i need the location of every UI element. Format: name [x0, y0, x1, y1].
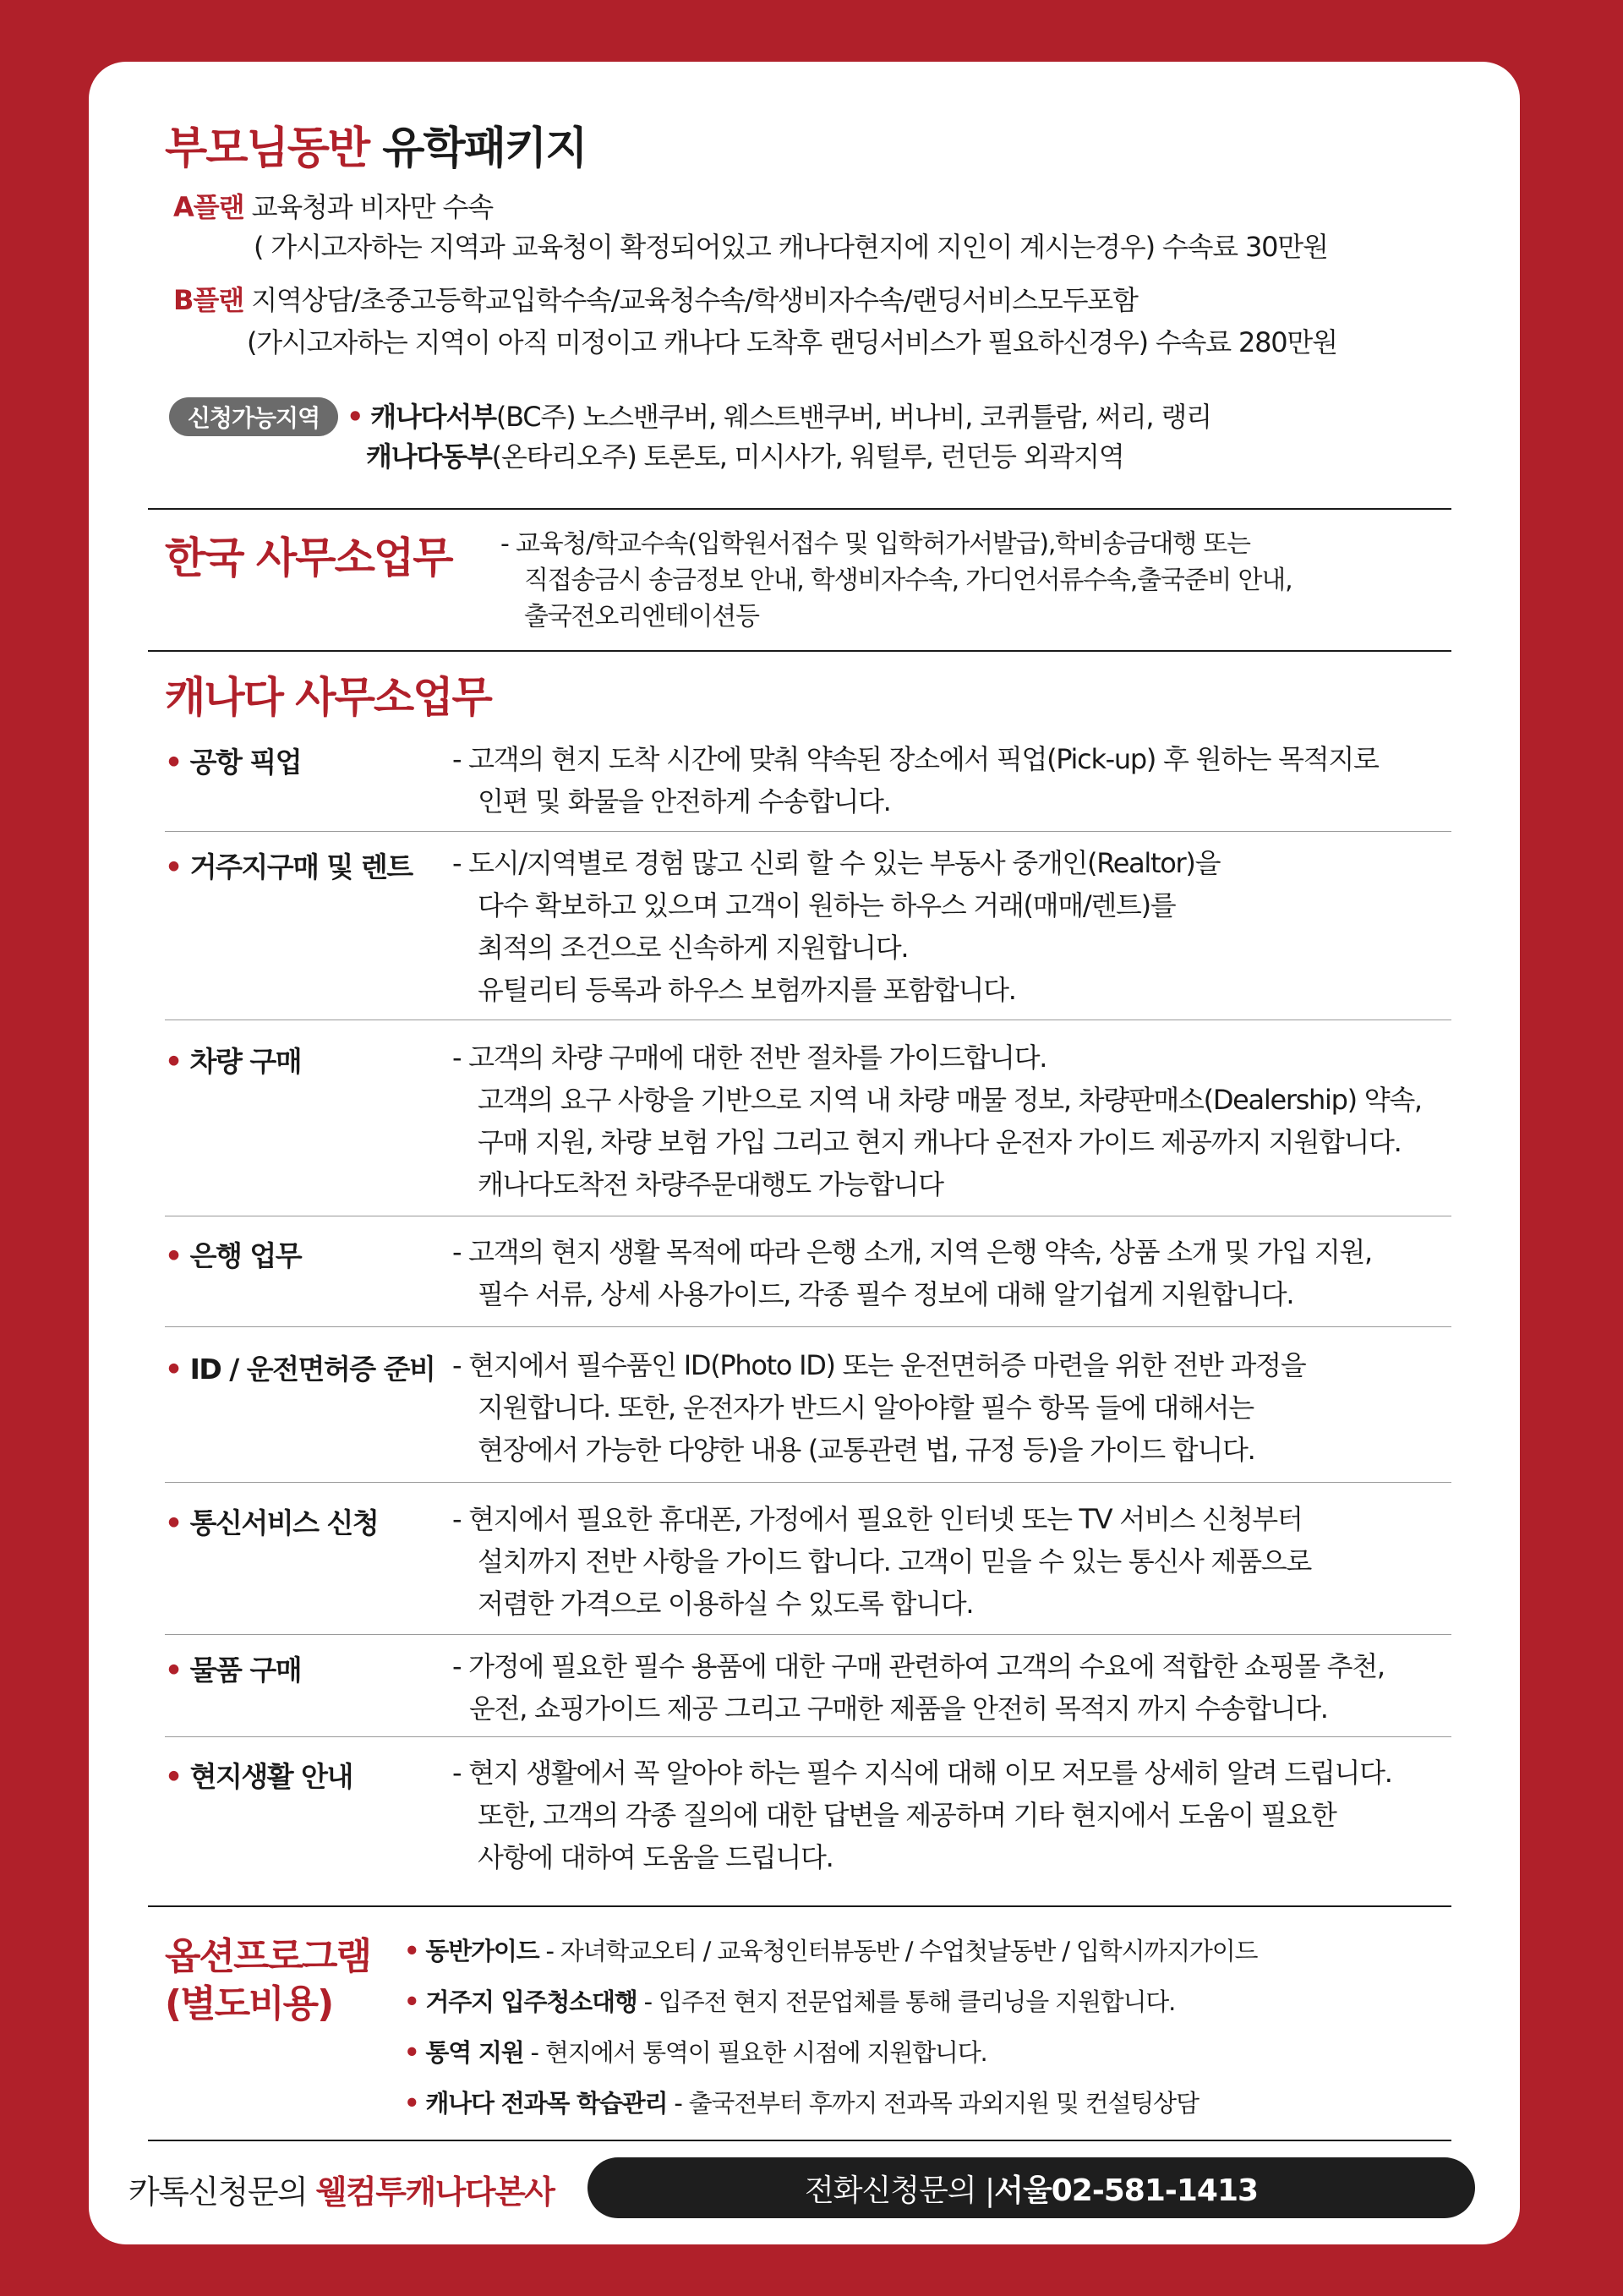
desc-line: 캐나다도착전 차량주문대행도 가능합니다 [478, 1168, 943, 1200]
kakao-brand: 웰컴투캐나다본사 [315, 2173, 555, 2211]
bullet-icon: • [404, 2089, 419, 2118]
option-desc: - 현지에서 통역이 필요한 시점에 지원합니다. [523, 2038, 987, 2067]
phone-number: 서울02-581-1413 [994, 2173, 1259, 2208]
row-divider [165, 1634, 1451, 1635]
option-name: 캐나다 전과목 학습관리 [425, 2089, 668, 2118]
service-title-vehicle [165, 1040, 301, 1080]
desc-line: 고객의 요구 사항을 기반으로 지역 내 차량 매물 정보, 차량판매소(Dealership) 약속, [478, 1084, 1422, 1116]
desc-line: - 가정에 필요한 필수 용품에 대한 구매 관련하여 고객의 수요에 적합한 쇼핑몰 추천, [452, 1650, 1385, 1682]
desc-line: 최적의 조건으로 신속하게 지원합니다. [478, 932, 909, 964]
service-title-text: 통신서비스 신청 [189, 1506, 379, 1539]
service-desc-shopping [452, 1645, 1385, 1730]
options-title-line-2: (별도비용) [165, 1982, 333, 2025]
bullet-icon: • [404, 1937, 419, 1965]
desc-line: - 현지 생활에서 꼭 알아야 하는 필수 지식에 대해 이모 저모를 상세히 알려 드립니다. [452, 1757, 1392, 1789]
plan-b-summary-text: 지역상담/초중고등학교입학수속/교육청수속/학생비자수속/랜딩서비스모두포함 [243, 284, 1138, 316]
desc-line: - 도시/지역별로 경험 많고 신뢰 할 수 있는 부동사 중개인(Realtor)을 [452, 847, 1221, 879]
plan-a-summary-text: 교육청과 비자만 수속 [243, 191, 493, 223]
desc-line: - 고객의 현지 생활 목적에 따라 은행 소개, 지역 은행 약속, 상품 소개 및 가입 지원, [452, 1236, 1372, 1268]
service-title-text: ID / 운전면허증 준비 [189, 1353, 435, 1386]
service-title-airport-pickup [165, 741, 301, 780]
service-desc-id-license [452, 1344, 1305, 1471]
plan-a-label: A플랜 [173, 191, 244, 223]
region-west [347, 400, 1211, 435]
desc-line: 지원합니다. 또한, 운전자가 반드시 알아야할 필수 항목 들에 대해서는 [478, 1391, 1254, 1424]
desc-line: 다수 확보하고 있으며 고객이 원하는 하우스 거래(매매/렌트)를 [478, 889, 1176, 921]
kakao-inquiry [128, 2166, 555, 2212]
bullet-icon: • [347, 401, 363, 433]
divider [148, 650, 1451, 652]
bullet-icon: • [165, 746, 182, 779]
bullet-icon: • [165, 1239, 182, 1272]
desc-line: 인편 및 화물을 안전하게 수송합니다. [478, 785, 891, 817]
desc-line: 사항에 대하여 도움을 드립니다. [478, 1841, 833, 1873]
bullet-icon: • [165, 850, 182, 883]
service-title-text: 물품 구매 [189, 1654, 302, 1686]
desc-line: - 고객의 차량 구매에 대한 전반 절차를 가이드합니다. [452, 1041, 1047, 1074]
phone-prefix: 전화신청문의 | [804, 2173, 995, 2208]
title-highlight: 부모님동반 [165, 123, 369, 174]
plan-b-summary [173, 283, 1138, 319]
korea-office-line-1: - 교육청/학교수속(입학원서접수 및 입학허가서발급),학비송금대행 또는 [500, 529, 1250, 559]
option-name: 통역 지원 [425, 2038, 524, 2067]
bullet-icon: • [165, 1045, 182, 1078]
service-title-local-life [165, 1755, 352, 1795]
korea-office-line-2: 직접송금시 송금정보 안내, 학생비자수속, 가디언서류수속,출국준비 안내, [524, 566, 1292, 595]
phone-inquiry-bar [587, 2157, 1475, 2218]
service-desc-banking [452, 1231, 1372, 1315]
divider [148, 1905, 1451, 1907]
korea-office-line-3: 출국전오리엔테이션등 [524, 602, 759, 631]
service-title-text: 은행 업무 [189, 1239, 302, 1272]
row-divider [165, 1736, 1451, 1737]
title-rest: 유학패키지 [369, 123, 587, 174]
option-name: 동반가이드 [425, 1937, 539, 1965]
service-title-text: 차량 구매 [189, 1045, 302, 1078]
bullet-icon: • [404, 2038, 419, 2067]
region-west-cities: (BC주) 노스밴쿠버, 웨스트밴쿠버, 버나비, 코퀴틀람, 써리, 랭리 [495, 401, 1211, 433]
option-name: 거주지 입주청소대행 [425, 1987, 637, 2016]
service-desc-airport-pickup [452, 738, 1379, 823]
desc-line: 운전, 쇼핑가이드 제공 그리고 구매한 제품을 안전히 목적지 까지 수송합니다. [469, 1692, 1328, 1725]
bullet-icon: • [165, 1506, 182, 1539]
bullet-icon: • [165, 1353, 182, 1386]
option-item [404, 1983, 1175, 2018]
plan-a-detail: ( 가시고자하는 지역과 교육청이 확정되어있고 캐나다현지에 지인이 계시는경우) 수속료 30만원 [254, 231, 1328, 263]
region-east-name: 캐나다동부 [366, 440, 492, 473]
bullet-icon: • [404, 1987, 419, 2016]
service-desc-housing [452, 842, 1220, 1011]
desc-line: 필수 서류, 상세 사용가이드, 각종 필수 정보에 대해 알기쉽게 지원합니다. [478, 1278, 1294, 1310]
option-desc: - 자녀학교오티 / 교육청인터뷰동반 / 수업첫날동반 / 입학시까지가이드 [538, 1937, 1258, 1965]
row-divider [165, 1326, 1451, 1327]
option-item [404, 2085, 1199, 2119]
kakao-prefix: 카톡신청문의 [128, 2173, 316, 2211]
desc-line: - 고객의 현지 도착 시간에 맞춰 약속된 장소에서 픽업(Pick-up) 후 원하는 목적지로 [452, 743, 1379, 775]
desc-line: - 현지에서 필수품인 ID(Photo ID) 또는 운전면허증 마련을 위한 전반 과정을 [452, 1349, 1306, 1381]
bullet-icon: • [165, 1654, 182, 1686]
row-divider [165, 831, 1451, 832]
service-desc-local-life [452, 1752, 1392, 1878]
divider [148, 508, 1451, 510]
plan-a-summary [173, 190, 493, 226]
service-title-banking [165, 1234, 301, 1274]
service-desc-telecom [452, 1498, 1311, 1625]
region-west-name: 캐나다서부 [370, 401, 496, 433]
page-title [165, 112, 586, 176]
divider [148, 2140, 1451, 2141]
option-desc: - 입주전 현지 전문업체를 통해 클리닝을 지원합니다. [637, 1987, 1176, 2016]
desc-line: 저렴한 가격으로 이용하실 수 있도록 합니다. [478, 1588, 974, 1620]
option-desc: - 출국전부터 후까지 전과목 과외지원 및 컨설팅상담 [667, 2089, 1199, 2118]
plan-b-detail: (가시고자하는 지역이 아직 미정이고 캐나다 도착후 랜딩서비스가 필요하신경우) 수속료 280만원 [247, 326, 1337, 358]
canada-office-title: 캐나다 사무소업무 [165, 673, 491, 722]
option-item [404, 2034, 987, 2069]
service-title-text: 거주지구매 및 렌트 [189, 850, 413, 883]
desc-line: 설치까지 전반 사항을 가이드 합니다. 고객이 믿을 수 있는 통신사 제품으로 [478, 1545, 1311, 1577]
service-title-shopping [165, 1648, 301, 1688]
bullet-icon: • [165, 1760, 182, 1793]
plan-b-label: B플랜 [173, 284, 244, 316]
service-title-id-license [165, 1348, 434, 1387]
desc-line: 또한, 고객의 각종 질의에 대한 답변을 제공하며 기타 현지에서 도움이 필요한 [478, 1799, 1336, 1831]
desc-line: 구매 지원, 차량 보험 가입 그리고 현지 캐나다 운전자 가이드 제공까지 지원합니다. [478, 1126, 1402, 1158]
desc-line: - 현지에서 필요한 휴대폰, 가정에서 필요한 인터넷 또는 TV 서비스 신청부터 [452, 1503, 1303, 1535]
row-divider [165, 1482, 1451, 1483]
service-title-housing [165, 845, 413, 885]
service-title-text: 공항 픽업 [189, 746, 302, 779]
service-title-telecom [165, 1501, 378, 1541]
region-east-cities: (온타리오주) 토론토, 미시사가, 워털루, 런던등 외곽지역 [491, 440, 1124, 473]
desc-line: 유틸리티 등록과 하우스 보험까지를 포함합니다. [478, 974, 1016, 1006]
service-title-text: 현지생활 안내 [189, 1760, 352, 1793]
korea-office-title: 한국 사무소업무 [165, 533, 452, 582]
available-regions-badge: 신청가능지역 [169, 397, 338, 436]
options-title-line-1: 옵션프로그램 [165, 1935, 371, 1978]
region-east [366, 440, 1124, 475]
option-item [404, 1932, 1257, 1967]
desc-line: 현장에서 가능한 다양한 내용 (교통관련 법, 규정 등)을 가이드 합니다. [478, 1434, 1255, 1466]
service-desc-vehicle [452, 1036, 1422, 1205]
